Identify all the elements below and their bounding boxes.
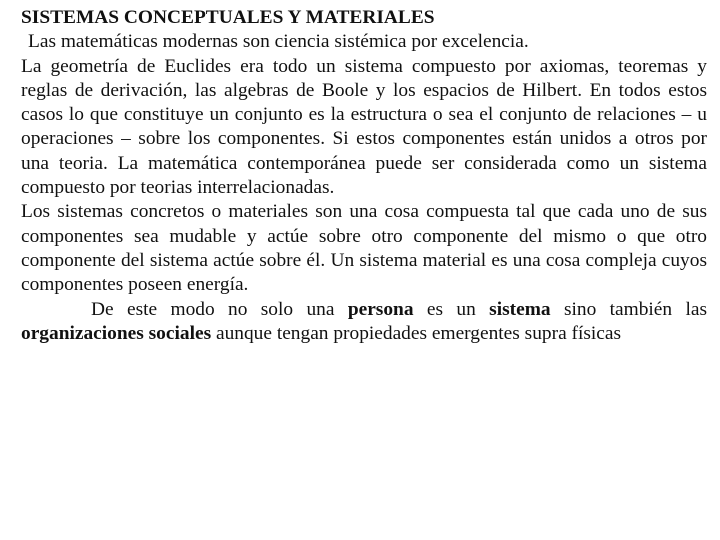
emphasis-organizaciones-sociales: organizaciones sociales [21, 322, 212, 344]
closing-text-3: sino también las [550, 298, 707, 320]
intro-line: Las matemáticas modernas son ciencia sistémica por excelencia. [28, 31, 529, 53]
emphasis-persona: persona [347, 298, 414, 320]
closing-paragraph [21, 298, 707, 347]
emphasis-sistema: sistema [489, 298, 551, 320]
closing-text-4: aunque tengan propiedades emergentes supra físicas [211, 322, 622, 344]
document-page [21, 6, 707, 346]
paragraph-sistemas-materiales: Los sistemas concretos o materiales son una cosa compuesta tal que cada uno de sus componentes sea mudable y actúe sobre otro componente del mismo o que otro componente del sistema actúe sobre él. Un sistema material es una cosa compleja cuyos componentes poseen energía. [21, 201, 707, 296]
closing-text-2: es un [413, 298, 490, 320]
closing-text-1: De este modo no solo una [91, 298, 348, 320]
document-title: SISTEMAS CONCEPTUALES Y MATERIALES [21, 7, 435, 28]
paragraph-euclides: La geometría de Euclides era todo un sistema compuesto por axiomas, teoremas y reglas de derivación, las algebras de Boole y los espacios de Hilbert. En todos estos casos lo que constituye un conjunto es la estructura o sea el conjunto de relaciones – u operaciones – sobre los componentes. Si estos componentes están unidos a otros por una teoria. La matemática contemporánea puede ser considerada como un sistema compuesto por teorias interrelacionadas. [21, 55, 707, 199]
